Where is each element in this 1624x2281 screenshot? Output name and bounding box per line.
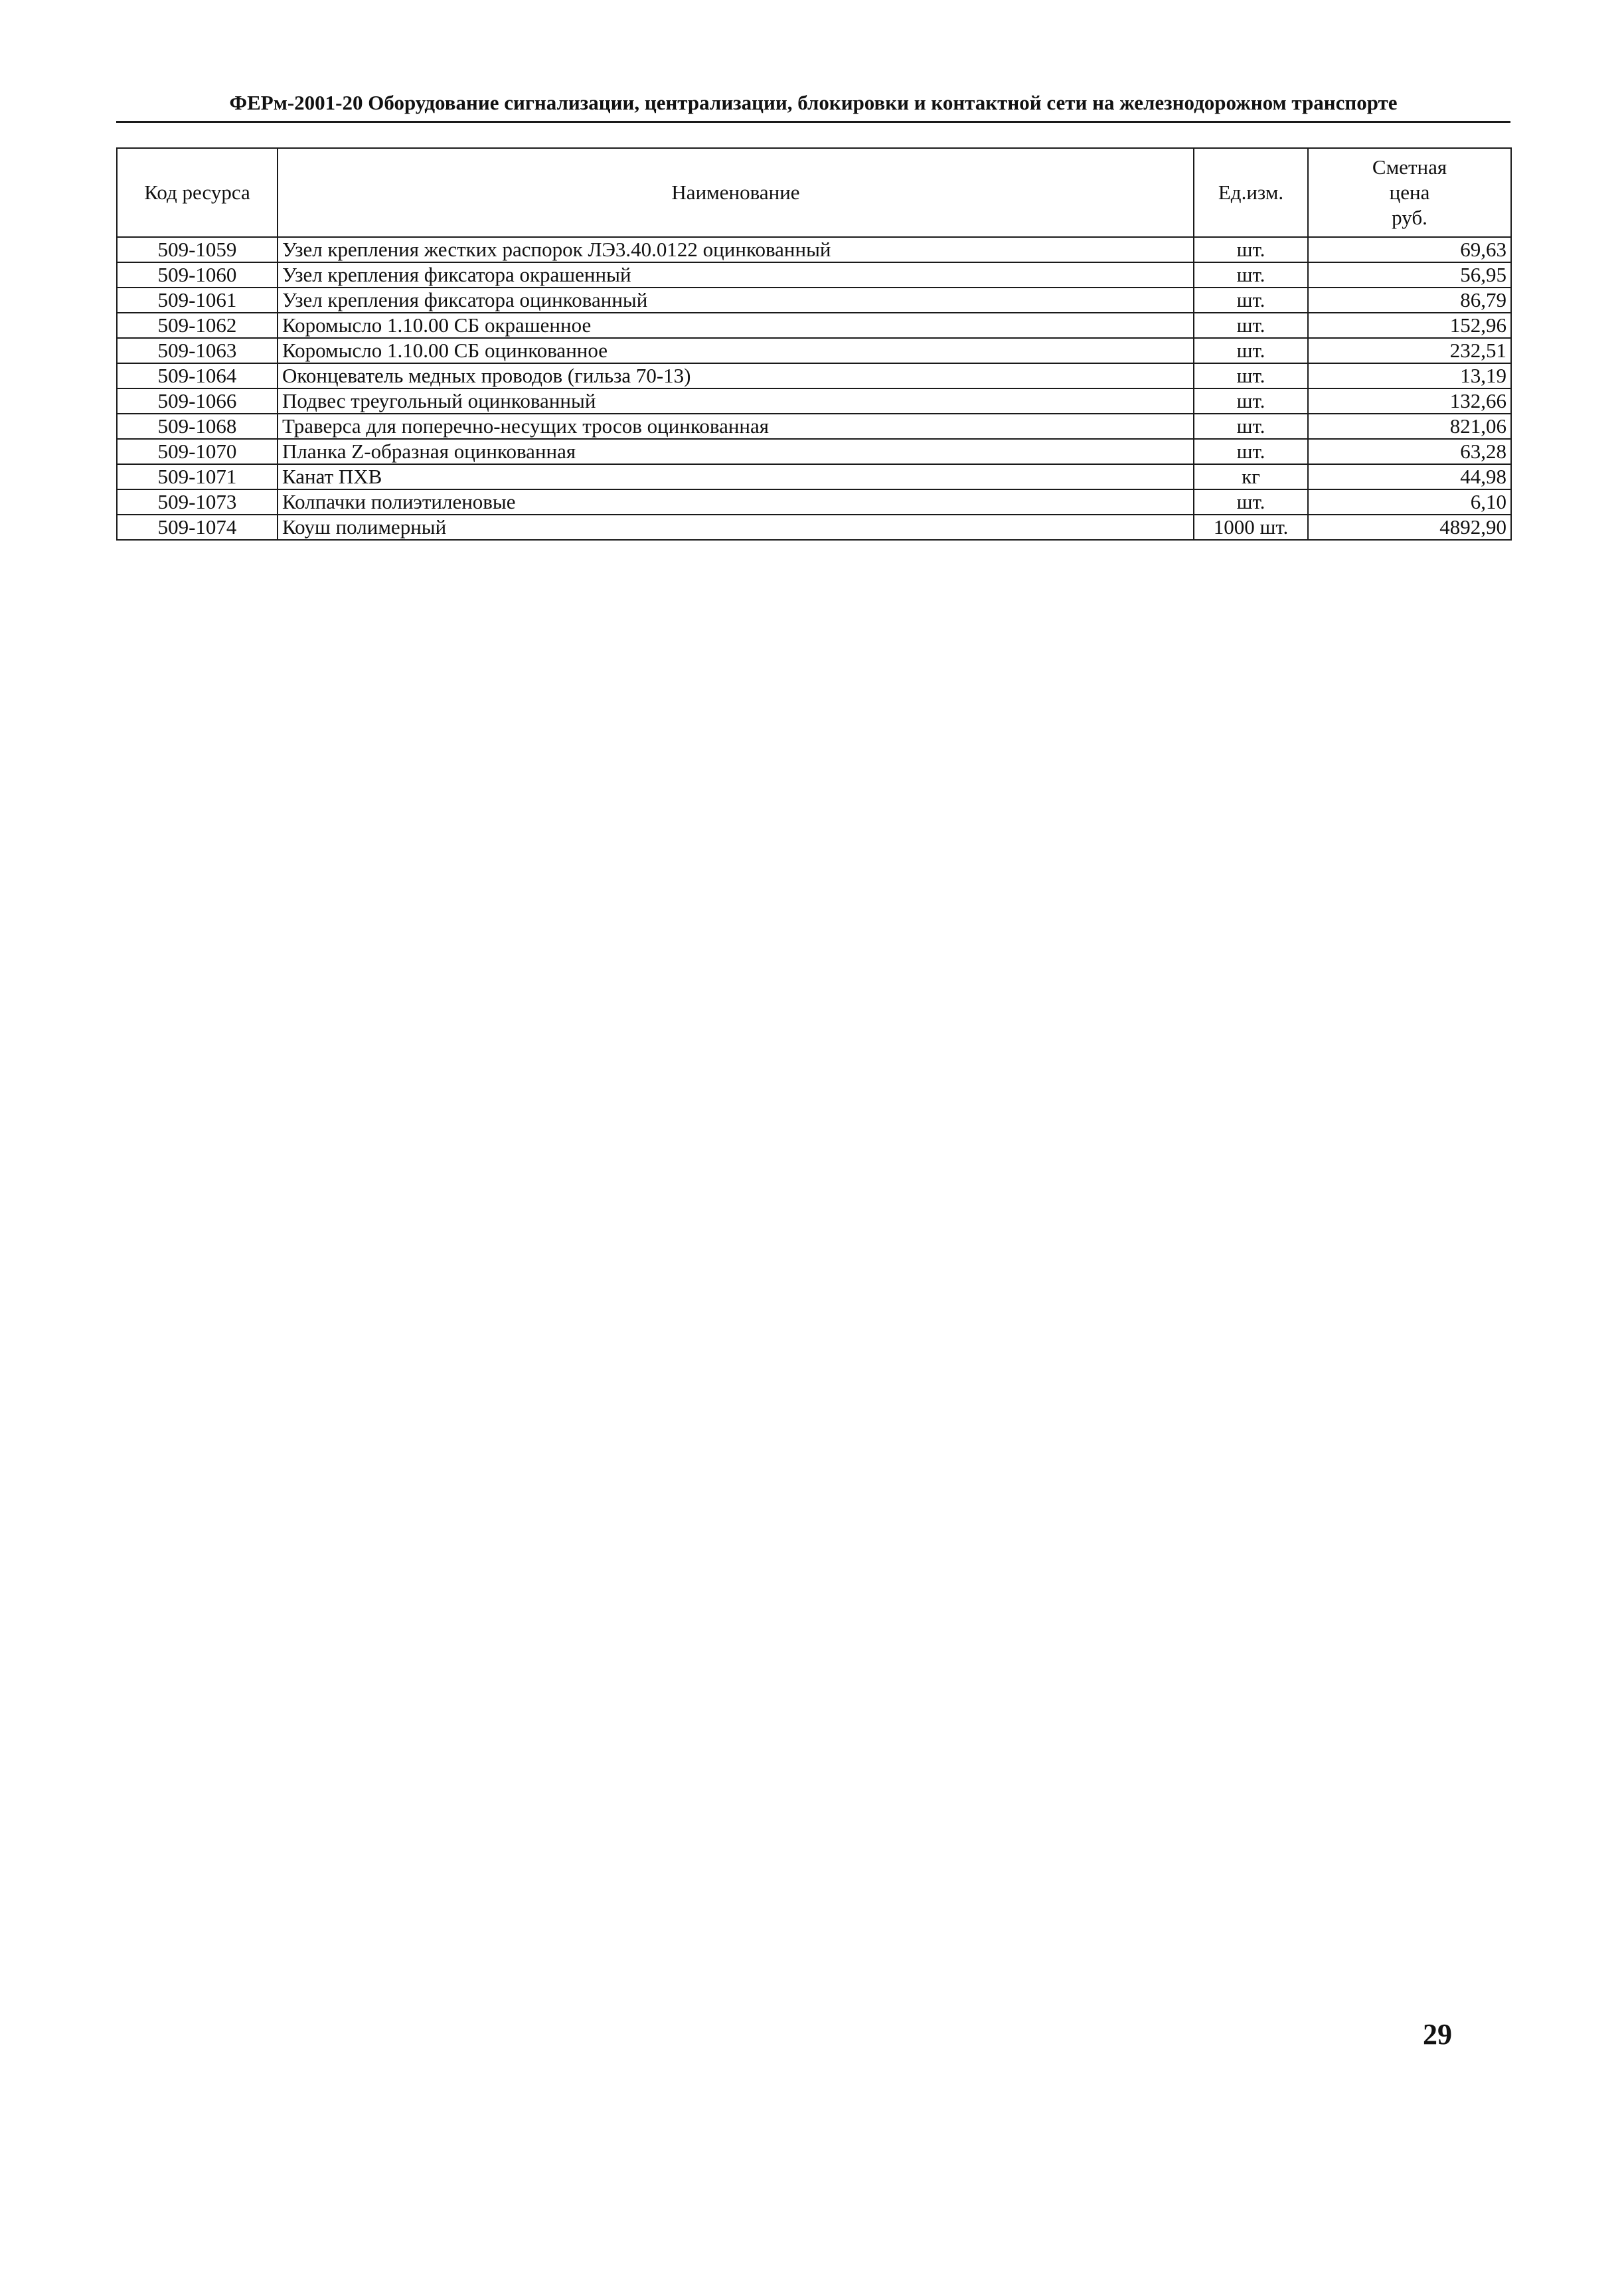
cell-unit: шт. — [1194, 262, 1308, 288]
page-number: 29 — [1423, 2018, 1452, 2051]
cell-price: 132,66 — [1308, 388, 1511, 414]
cell-price: 44,98 — [1308, 464, 1511, 489]
cell-code: 509-1071 — [117, 464, 278, 489]
cell-price: 56,95 — [1308, 262, 1511, 288]
cell-price: 4892,90 — [1308, 515, 1511, 540]
cell-code: 509-1068 — [117, 414, 278, 439]
cell-code: 509-1060 — [117, 262, 278, 288]
cell-price: 232,51 — [1308, 338, 1511, 363]
column-header-unit: Ед.изм. — [1194, 148, 1308, 237]
cell-unit: шт. — [1194, 414, 1308, 439]
cell-price: 63,28 — [1308, 439, 1511, 464]
cell-name: Колпачки полиэтиленовые — [278, 489, 1194, 515]
cell-unit: 1000 шт. — [1194, 515, 1308, 540]
price-header-line-1: Сметная — [1372, 155, 1447, 179]
cell-name: Подвес треугольный оцинкованный — [278, 388, 1194, 414]
cell-code: 509-1061 — [117, 288, 278, 313]
table-row — [117, 338, 1511, 363]
cell-name: Траверса для поперечно-несущих тросов оцинкованная — [278, 414, 1194, 439]
page-header — [116, 85, 1510, 123]
cell-price: 86,79 — [1308, 288, 1511, 313]
cell-unit: шт. — [1194, 237, 1308, 262]
cell-name: Планка Z-образная оцинкованная — [278, 439, 1194, 464]
cell-unit: шт. — [1194, 489, 1308, 515]
table-row — [117, 262, 1511, 288]
cell-name: Оконцеватель медных проводов (гильза 70-13) — [278, 363, 1194, 388]
cell-unit: шт. — [1194, 338, 1308, 363]
table-row — [117, 288, 1511, 313]
table-row — [117, 464, 1511, 489]
table-row — [117, 388, 1511, 414]
cell-name: Узел крепления жестких распорок ЛЭ3.40.0122 оцинкованный — [278, 237, 1194, 262]
cell-code: 509-1070 — [117, 439, 278, 464]
table-row — [117, 489, 1511, 515]
cell-price: 152,96 — [1308, 313, 1511, 338]
cell-name: Канат ПХВ — [278, 464, 1194, 489]
column-header-name: Наименование — [278, 148, 1194, 237]
cell-unit: шт. — [1194, 388, 1308, 414]
cell-code: 509-1059 — [117, 237, 278, 262]
cell-price: 13,19 — [1308, 363, 1511, 388]
document-title: ФЕРм-2001-20 Оборудование сигнализации, централизации, блокировки и контактной сети на железнодорожном транспорте — [229, 91, 1398, 114]
cell-code: 509-1074 — [117, 515, 278, 540]
cell-name: Коромысло 1.10.00 СБ окрашенное — [278, 313, 1194, 338]
table-row — [117, 363, 1511, 388]
table-row — [117, 313, 1511, 338]
cell-price: 6,10 — [1308, 489, 1511, 515]
cell-code: 509-1064 — [117, 363, 278, 388]
cell-code: 509-1062 — [117, 313, 278, 338]
table-row — [117, 414, 1511, 439]
resource-price-table — [116, 147, 1512, 541]
cell-code: 509-1066 — [117, 388, 278, 414]
table-header-row — [117, 148, 1511, 237]
column-header-price — [1308, 148, 1511, 237]
cell-code: 509-1063 — [117, 338, 278, 363]
cell-name: Коромысло 1.10.00 СБ оцинкованное — [278, 338, 1194, 363]
cell-name: Узел крепления фиксатора оцинкованный — [278, 288, 1194, 313]
cell-price: 821,06 — [1308, 414, 1511, 439]
cell-unit: шт. — [1194, 363, 1308, 388]
table-row — [117, 515, 1511, 540]
cell-name: Узел крепления фиксатора окрашенный — [278, 262, 1194, 288]
cell-unit: кг — [1194, 464, 1308, 489]
cell-unit: шт. — [1194, 288, 1308, 313]
cell-price: 69,63 — [1308, 237, 1511, 262]
cell-unit: шт. — [1194, 439, 1308, 464]
cell-unit: шт. — [1194, 313, 1308, 338]
price-header-line-2: цена — [1389, 181, 1430, 204]
price-header-line-3: руб. — [1392, 206, 1427, 229]
table-row — [117, 439, 1511, 464]
cell-code: 509-1073 — [117, 489, 278, 515]
column-header-code: Код ресурса — [117, 148, 278, 237]
cell-name: Коуш полимерный — [278, 515, 1194, 540]
table-row — [117, 237, 1511, 262]
